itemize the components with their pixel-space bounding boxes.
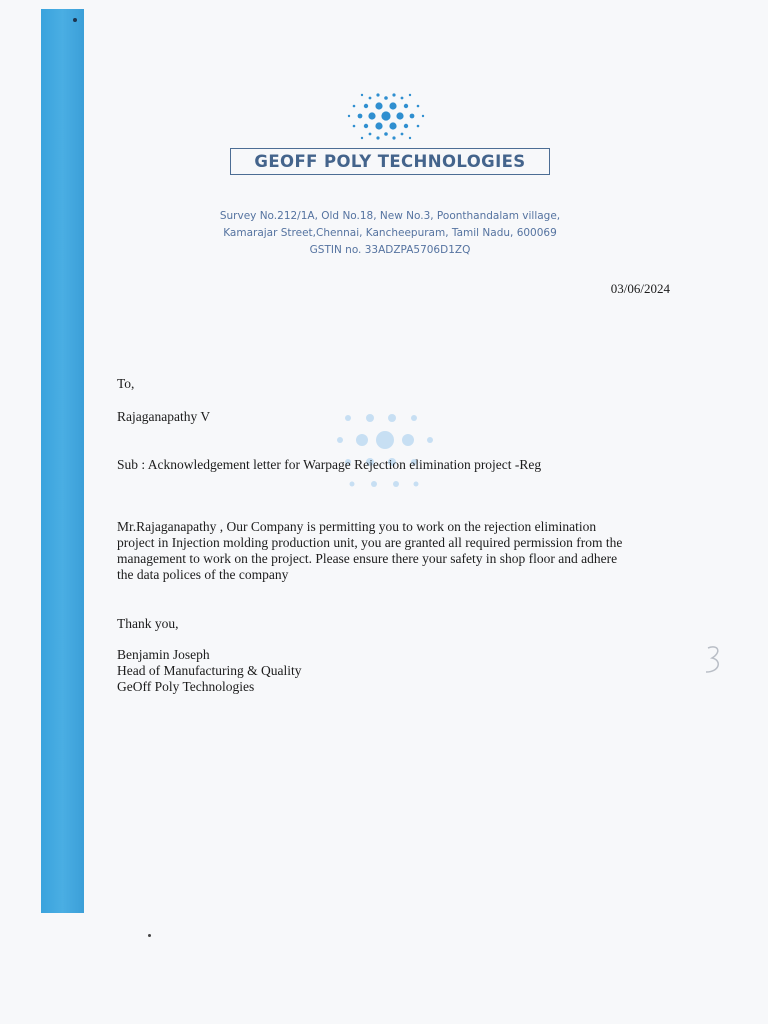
- scan-speck: [148, 934, 151, 937]
- side-color-bar: [41, 9, 84, 913]
- body-line: Mr.Rajaganapathy , Our Company is permitting you to work on the rejection elimination: [117, 519, 597, 534]
- company-logo-icon: [346, 92, 426, 146]
- gstin-line: GSTIN no. 33ADZPA5706D1ZQ: [309, 244, 471, 256]
- pencil-mark: [700, 640, 730, 680]
- address-line: Kamarajar Street,Chennai, Kancheepuram, Tamil Nadu, 600069: [223, 227, 557, 239]
- signer-company: GeOff Poly Technologies: [117, 679, 255, 694]
- letter-body: [117, 519, 677, 583]
- salutation: To,: [117, 376, 135, 391]
- signer-name: Benjamin Joseph: [117, 647, 210, 662]
- body-line: the data polices of the company: [117, 567, 289, 582]
- watermark-logo-icon: [330, 404, 440, 494]
- address-line: Survey No.212/1A, Old No.18, New No.3, Poonthandalam village,: [219, 210, 561, 222]
- recipient-name: Rajaganapathy V: [117, 409, 211, 424]
- body-line: management to work on the project. Please ensure there your safety in shop floor and adhere: [117, 551, 618, 566]
- closing: Thank you,: [117, 616, 179, 631]
- company-name: GEOFF POLY TECHNOLOGIES: [254, 152, 526, 171]
- company-address: [170, 208, 610, 259]
- signer-title: Head of Manufacturing & Quality: [117, 663, 302, 678]
- side-bar-dot: [73, 18, 77, 22]
- letter-date: 03/06/2024: [610, 281, 670, 296]
- company-name-box: [230, 148, 550, 175]
- signature-block: [117, 647, 301, 695]
- body-line: project in Injection molding production unit, you are granted all required permission from the: [117, 535, 623, 550]
- subject-line: Sub : Acknowledgement letter for Warpage Rejection elimination project -Reg: [117, 457, 542, 472]
